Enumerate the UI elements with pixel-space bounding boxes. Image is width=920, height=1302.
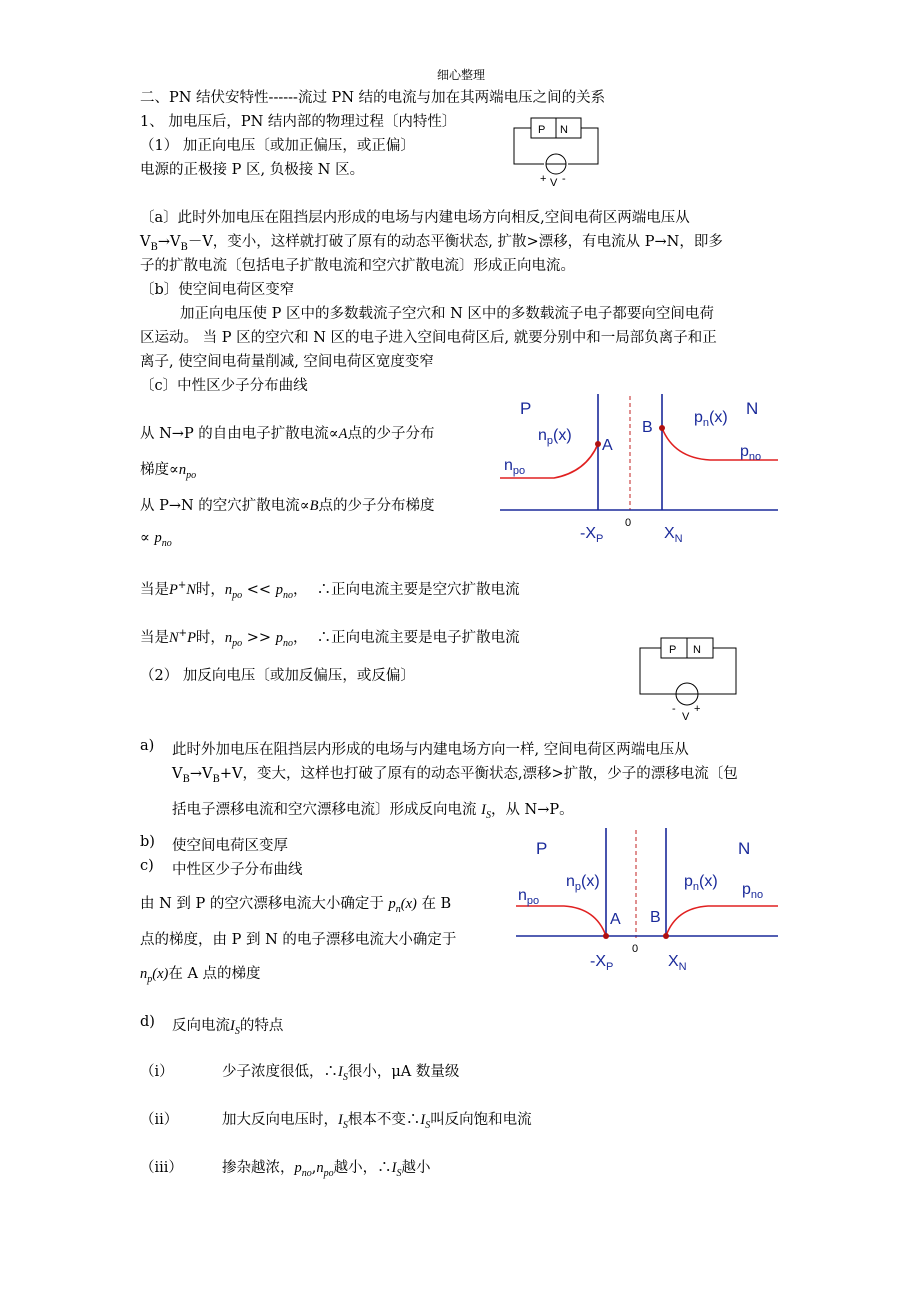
list-item-text: 少子浓度很低，$\therefore I_S$很小，μA 数量级 xyxy=(222,1064,460,1083)
svg-text:A: A xyxy=(610,911,621,928)
svg-text:pn(x): $p_n(x)$ xyxy=(694,409,728,429)
svg-text:pno: $p_{no}$ xyxy=(740,443,762,463)
case-n-plus-p: 当是N+P时，$n_{po} >> p_{no}$， ∴正向电流主要是电子扩散电流 xyxy=(140,628,520,649)
svg-text:P: P xyxy=(669,644,677,656)
electron-diffusion-text: 从 N→P 的自由电子扩散电流∝A点的少子分布 xyxy=(140,426,435,442)
forward-bias-heading: （1） 加正向电压〔或加正偏压，或正偏〕 xyxy=(140,138,415,154)
svg-text:-XP: $-X_P$ xyxy=(580,525,604,545)
reverse-bias-circuit xyxy=(636,632,746,724)
svg-text:N: N xyxy=(738,839,751,858)
forward-bias-connection: 电源的正极接 P 区, 负极接 N 区。 xyxy=(140,162,365,178)
svg-text:-XP: $-X_P$ xyxy=(590,953,614,973)
fwd-v: V xyxy=(550,177,558,189)
svg-text:+: + xyxy=(694,703,701,715)
svg-text:np(x): $n_p(x)$ xyxy=(566,873,600,893)
rc-line1: 由 N 到 P 的空穴漂移电流大小确定于 $p_n(x)$ 在 B xyxy=(140,896,452,915)
n-region-label: N xyxy=(746,399,759,418)
para-b-line1: 加正向电压使 P 区中的多数载流子空穴和 N 区中的多数载流子电子都要向空间电荷 xyxy=(180,306,714,322)
reverse-carrier-diagram xyxy=(512,826,784,976)
svg-text:0: 0 xyxy=(632,943,639,955)
svg-text:N: N xyxy=(693,644,701,656)
rb-text: 使空间电荷区变厚 xyxy=(172,838,288,854)
reverse-bias-heading: （2） 加反向电压〔或加反偏压，或反偏〕 xyxy=(140,668,415,684)
para-a-line3: 子的扩散电流〔包括电子扩散电流和空穴扩散电流〕形成正向电流。 xyxy=(140,258,575,274)
list-item: （ii） xyxy=(140,1112,179,1128)
rb-label: b) xyxy=(140,834,155,850)
svg-text:0: 0 xyxy=(625,517,632,529)
svg-text:B: B xyxy=(650,909,661,926)
rc-label: c) xyxy=(140,858,154,874)
page-header: 细心整理 xyxy=(437,68,486,82)
case-p-plus-n: 当是P+N时，$n_{po} << p_{no}$， ∴正向电流主要是空穴扩散电流 xyxy=(140,580,520,601)
hole-gradient-text: ∝ $p_{no}$ xyxy=(140,530,172,549)
rc-text: 中性区少子分布曲线 xyxy=(172,862,303,878)
point-b-label: B xyxy=(642,419,653,436)
box-p-label: P xyxy=(538,124,546,136)
rd-label: d) xyxy=(140,1014,155,1030)
list-item: （i） xyxy=(140,1064,174,1080)
ra-line3: 括电子漂移电流和空穴漂移电流〕形成反向电流 $I_S$，从 N→P。 xyxy=(172,802,574,821)
ra-line1: 此时外加电压在阻挡层内形成的电场与内建电场方向一样, 空间电荷区两端电压从 xyxy=(172,742,689,758)
list-item-text: 掺杂越浓，$p_{no},n_{po}$越小，$\therefore I_S$越小 xyxy=(222,1160,431,1179)
para-b-heading: 〔b〕使空间电荷区变窄 xyxy=(140,282,295,298)
hole-diffusion-text: 从 P→N 的空穴扩散电流∝B点的少子分布梯度 xyxy=(140,498,435,514)
svg-text:npo: $n_{po}$ xyxy=(504,457,526,477)
para-a-line1: 〔a〕此时外加电压在阻挡层内形成的电场与内建电场方向相反,空间电荷区两端电压从 xyxy=(140,210,690,226)
svg-text:V: V xyxy=(682,711,690,723)
fwd-plus: + xyxy=(540,173,547,185)
rc-line2: 点的梯度，由 P 到 N 的电子漂移电流大小确定于 xyxy=(140,932,457,948)
para-b-line3: 离子, 使空间电荷量削减, 空间电荷区宽度变窄 xyxy=(140,354,434,370)
para-b-line2: 区运动。 当 P 区的空穴和 N 区的电子进入空间电荷区后, 就要分别中和一局部负离子和正 xyxy=(140,330,717,346)
svg-text:np(x): $n_p(x)$ xyxy=(538,427,572,447)
p-region-label: P xyxy=(520,399,532,418)
para-c-heading: 〔c〕中性区少子分布曲线 xyxy=(140,378,308,394)
forward-bias-circuit xyxy=(510,112,610,192)
list-item: （iii） xyxy=(140,1160,183,1176)
svg-text:XN: $X_N$ xyxy=(664,525,683,545)
ra-label: a) xyxy=(140,738,155,754)
rc-line3: $n_p(x)$在 A 点的梯度 xyxy=(140,966,261,985)
svg-text:P: P xyxy=(536,839,548,858)
svg-text:pn(x): $p_n(x)$ xyxy=(684,873,718,893)
fwd-minus: - xyxy=(562,173,566,185)
para-a-line2: $V_B\to V_B-V$，变小，这样就打破了原有的动态平衡状态, 扩散>漂移，有电流从 P→N，即多 xyxy=(140,234,723,253)
svg-text:-: - xyxy=(672,703,676,715)
rd-text: 反向电流$I_S$的特点 xyxy=(172,1018,284,1037)
svg-text:XN: $X_N$ xyxy=(668,953,687,973)
list-item-text: 加大反向电压时，$I_S$根本不变$\therefore I_S$叫反向饱和电流 xyxy=(222,1112,532,1131)
section-title: 二、PN 结伏安特性------流过 PN 结的电流与加在其两端电压之间的关系 xyxy=(140,90,606,106)
svg-text:npo: $n_{po}$ xyxy=(518,887,540,907)
ra-line2: $V_B\to V_B+V$，变大，这样也打破了原有的动态平衡状态,漂移>扩散，少子的漂移电流〔包 xyxy=(172,766,738,785)
svg-text:pno: $p_{no}$ xyxy=(742,881,764,901)
electron-gradient-text: 梯度$\propto n_{po}$ xyxy=(140,462,197,481)
point-a-label: A xyxy=(602,437,613,454)
box-n-label: N xyxy=(560,124,568,136)
subsection-1: 1、 加电压后，PN 结内部的物理过程〔内特性〕 xyxy=(140,114,457,130)
forward-carrier-diagram xyxy=(498,392,788,550)
